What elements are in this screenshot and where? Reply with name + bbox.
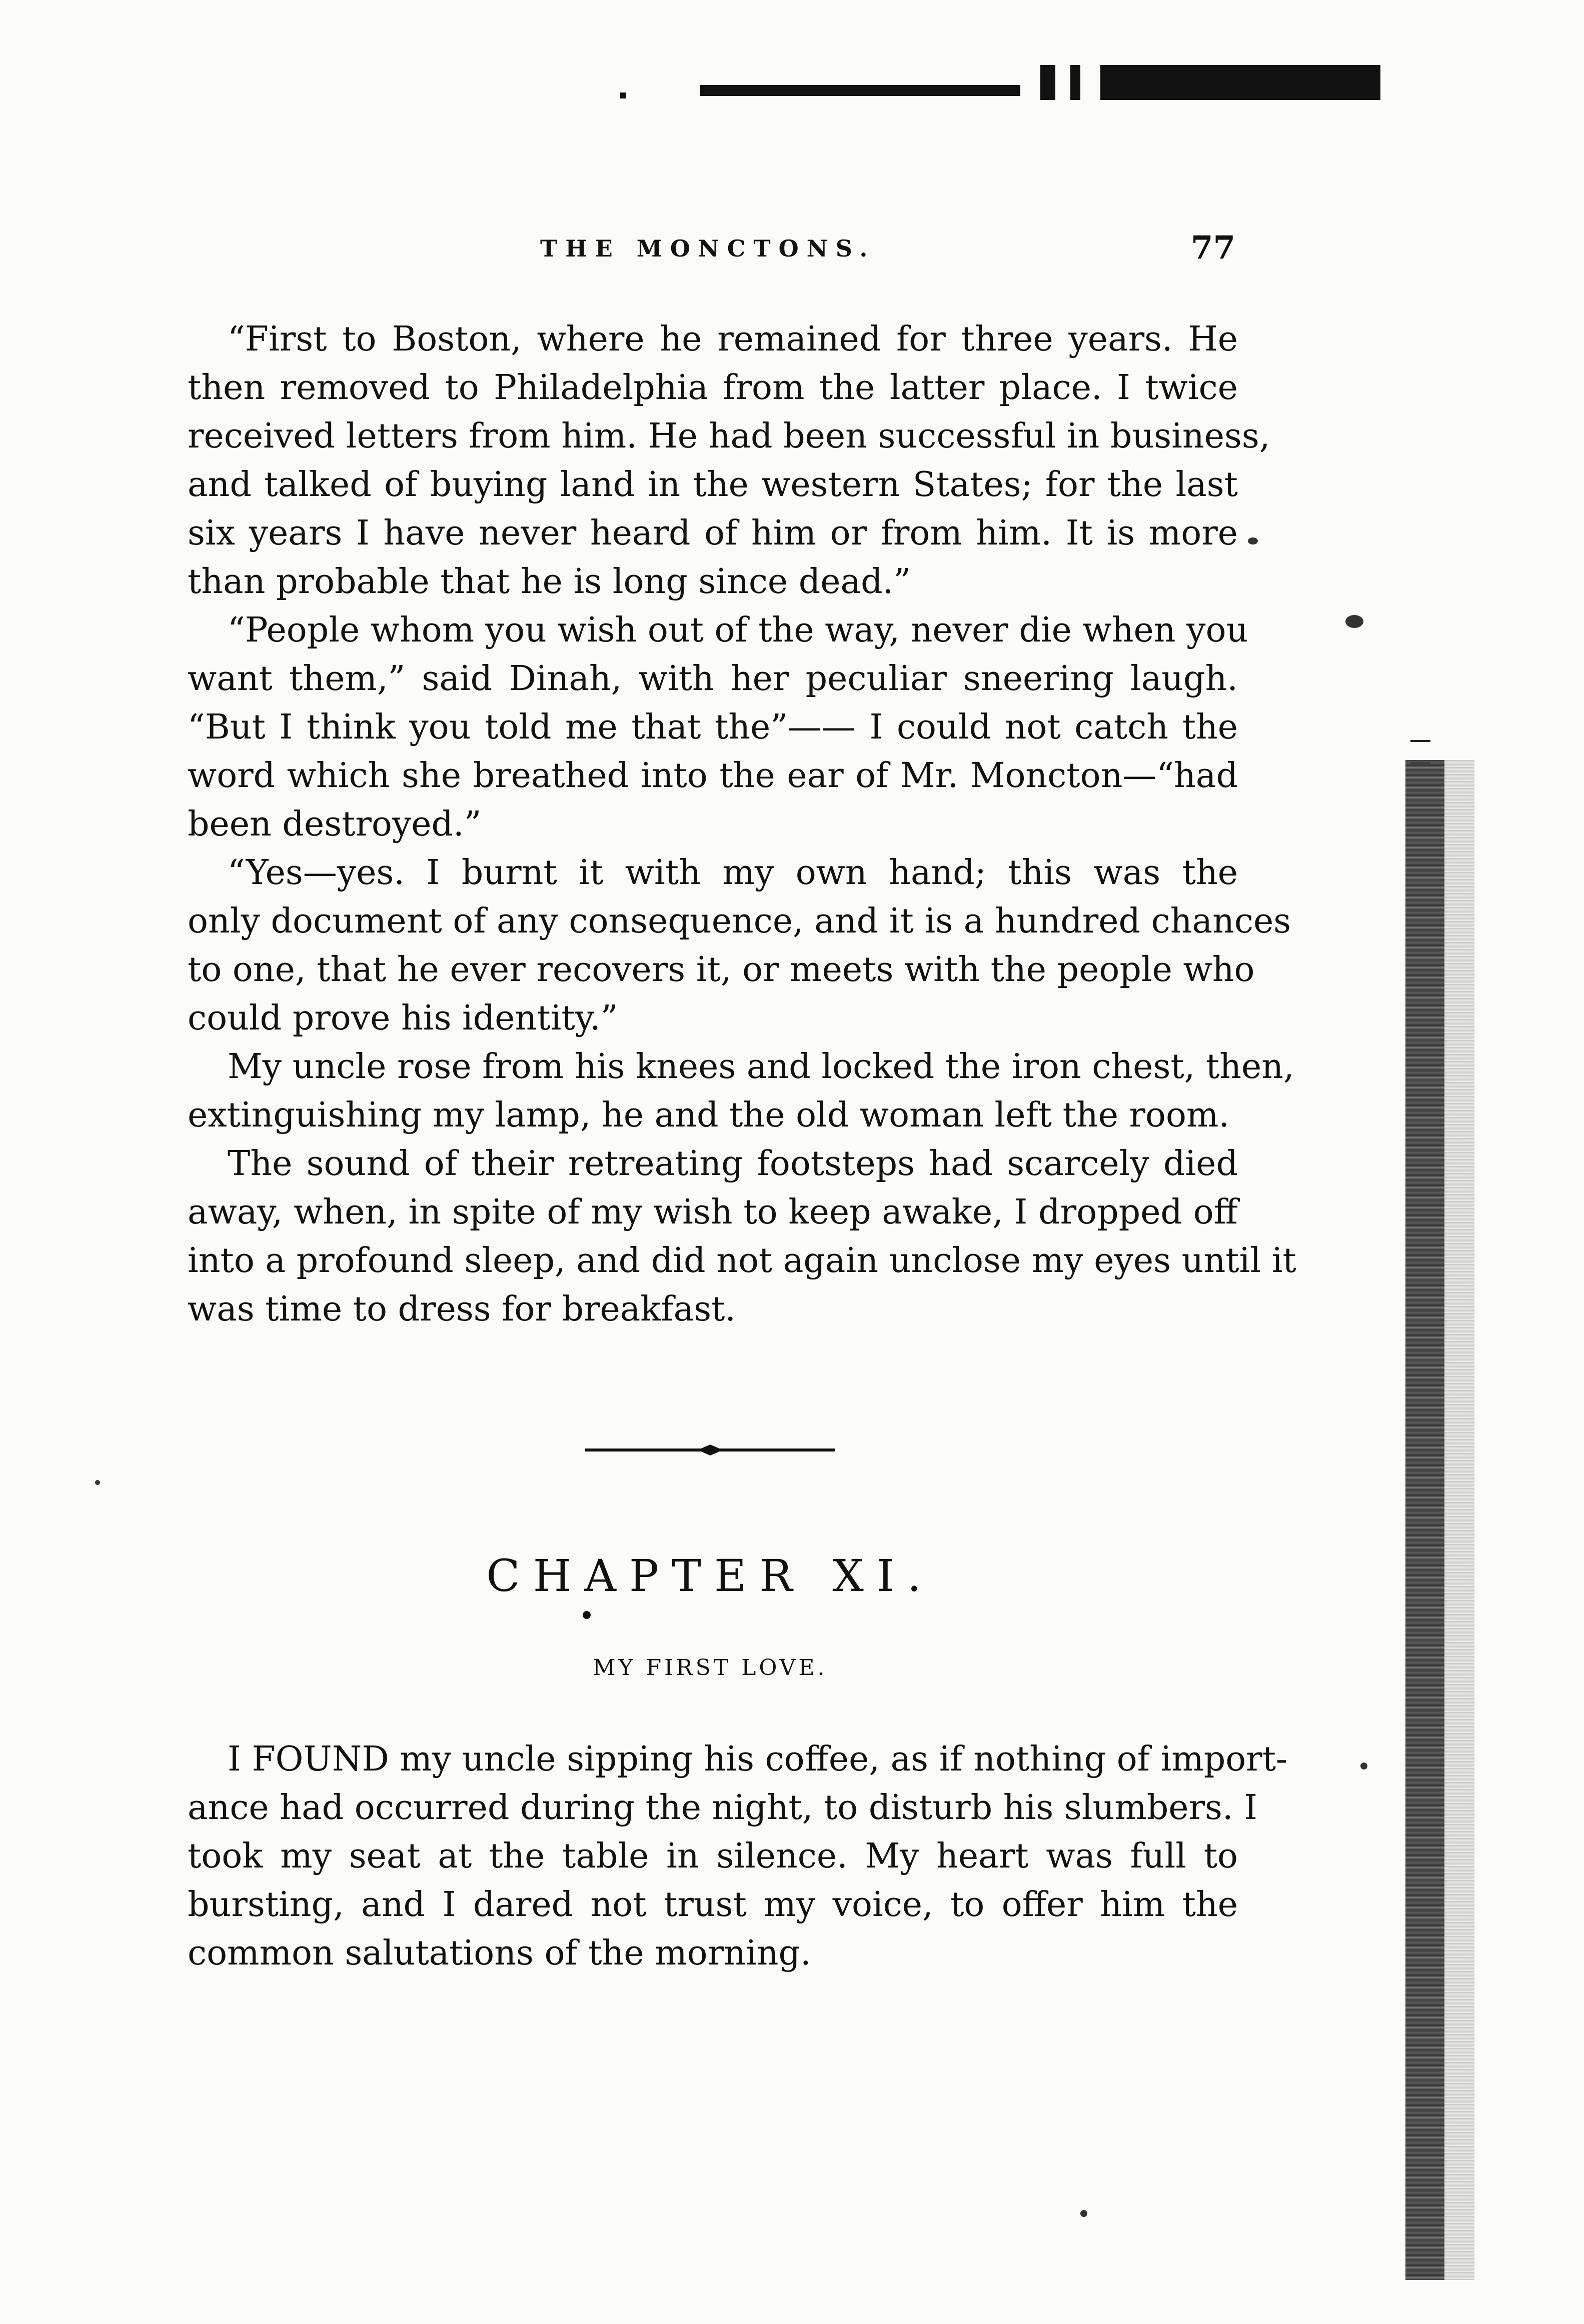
running-head xyxy=(190,229,1235,270)
chapter-dot-artifact xyxy=(583,1611,591,1619)
text-line: been destroyed.” xyxy=(188,804,482,844)
scan-rule-artifact xyxy=(1040,65,1055,100)
text-line: My uncle rose from his knees and locked the iron chest, then, xyxy=(228,1047,1294,1086)
scan-edge-artifact xyxy=(1405,760,1444,2280)
scan-speck xyxy=(95,1480,100,1485)
text-line: “People whom you wish out of the way, never die when you xyxy=(228,610,1248,650)
text-line: ance had occurred during the night, to disturb his slumbers. I xyxy=(188,1788,1258,1828)
scan-dot-artifact xyxy=(620,92,626,98)
text-line: was time to dress for breakfast. xyxy=(188,1290,736,1329)
text-line: then removed to Philadelphia from the latter place. I twice xyxy=(188,368,1238,408)
text-line: took my seat at the table in silence. My heart was full to xyxy=(188,1836,1238,1876)
scan-speck xyxy=(1360,1762,1367,1770)
chapter-title: CHAPTER XI. xyxy=(486,1550,934,1602)
text-line: “First to Boston, where he remained for three years. He xyxy=(228,320,1238,359)
text-line: “Yes—yes. I burnt it with my own hand; this was the xyxy=(228,853,1238,892)
text-line: want them,” said Dinah, with her peculiar sneering laugh. xyxy=(188,659,1238,698)
text-line: received letters from him. He had been successful in business, xyxy=(188,416,1270,456)
scan-rule-artifact xyxy=(1100,65,1380,100)
text-line: only document of any consequence, and it is a hundred chances xyxy=(188,902,1291,941)
text-line: could prove his identity.” xyxy=(188,998,618,1038)
text-line: six years I have never heard of him or from him. It is more xyxy=(188,514,1238,553)
scan-speck xyxy=(1248,538,1258,544)
text-line: The sound of their retreating footsteps had scarcely died xyxy=(228,1144,1238,1184)
text-line: I FOUND my uncle sipping his coffee, as if nothing of import- xyxy=(228,1740,1287,1779)
scan-speck xyxy=(1345,615,1363,628)
scan-speck xyxy=(1080,2210,1087,2217)
text-line: away, when, in spite of my wish to keep awake, I dropped off xyxy=(188,1192,1238,1232)
text-line: common salutations of the morning. xyxy=(188,1934,811,1973)
scan-rule-artifact xyxy=(700,85,1020,96)
text-line: to one, that he ever recovers it, or meets with the people who xyxy=(188,950,1255,990)
text-line: into a profound sleep, and did not again unclose my eyes until it xyxy=(188,1241,1296,1280)
text-line: extinguishing my lamp, he and the old woman left the room. xyxy=(188,1096,1230,1135)
text-line: bursting, and I dared not trust my voice, to offer him the xyxy=(188,1885,1238,1924)
text-line: word which she breathed into the ear of Mr. Moncton—“had xyxy=(188,756,1238,796)
scan-edge-artifact xyxy=(1444,760,1474,2280)
text-line: and talked of buying land in the western States; for the last xyxy=(188,465,1238,504)
chapter-subtitle: MY FIRST LOVE. xyxy=(593,1655,828,1680)
text-block-top xyxy=(188,315,1296,1334)
section-divider-ornament xyxy=(585,1442,835,1458)
text-line: than probable that he is long since dead.” xyxy=(188,562,911,602)
scan-rule-artifact xyxy=(1070,65,1080,100)
page-number: 77 xyxy=(1190,229,1235,266)
text-block-bottom xyxy=(188,1735,1287,1978)
text-line: “But I think you told me that the”—— I could not catch the xyxy=(188,708,1238,747)
running-head-title: THE MONCTONS. xyxy=(540,235,876,262)
